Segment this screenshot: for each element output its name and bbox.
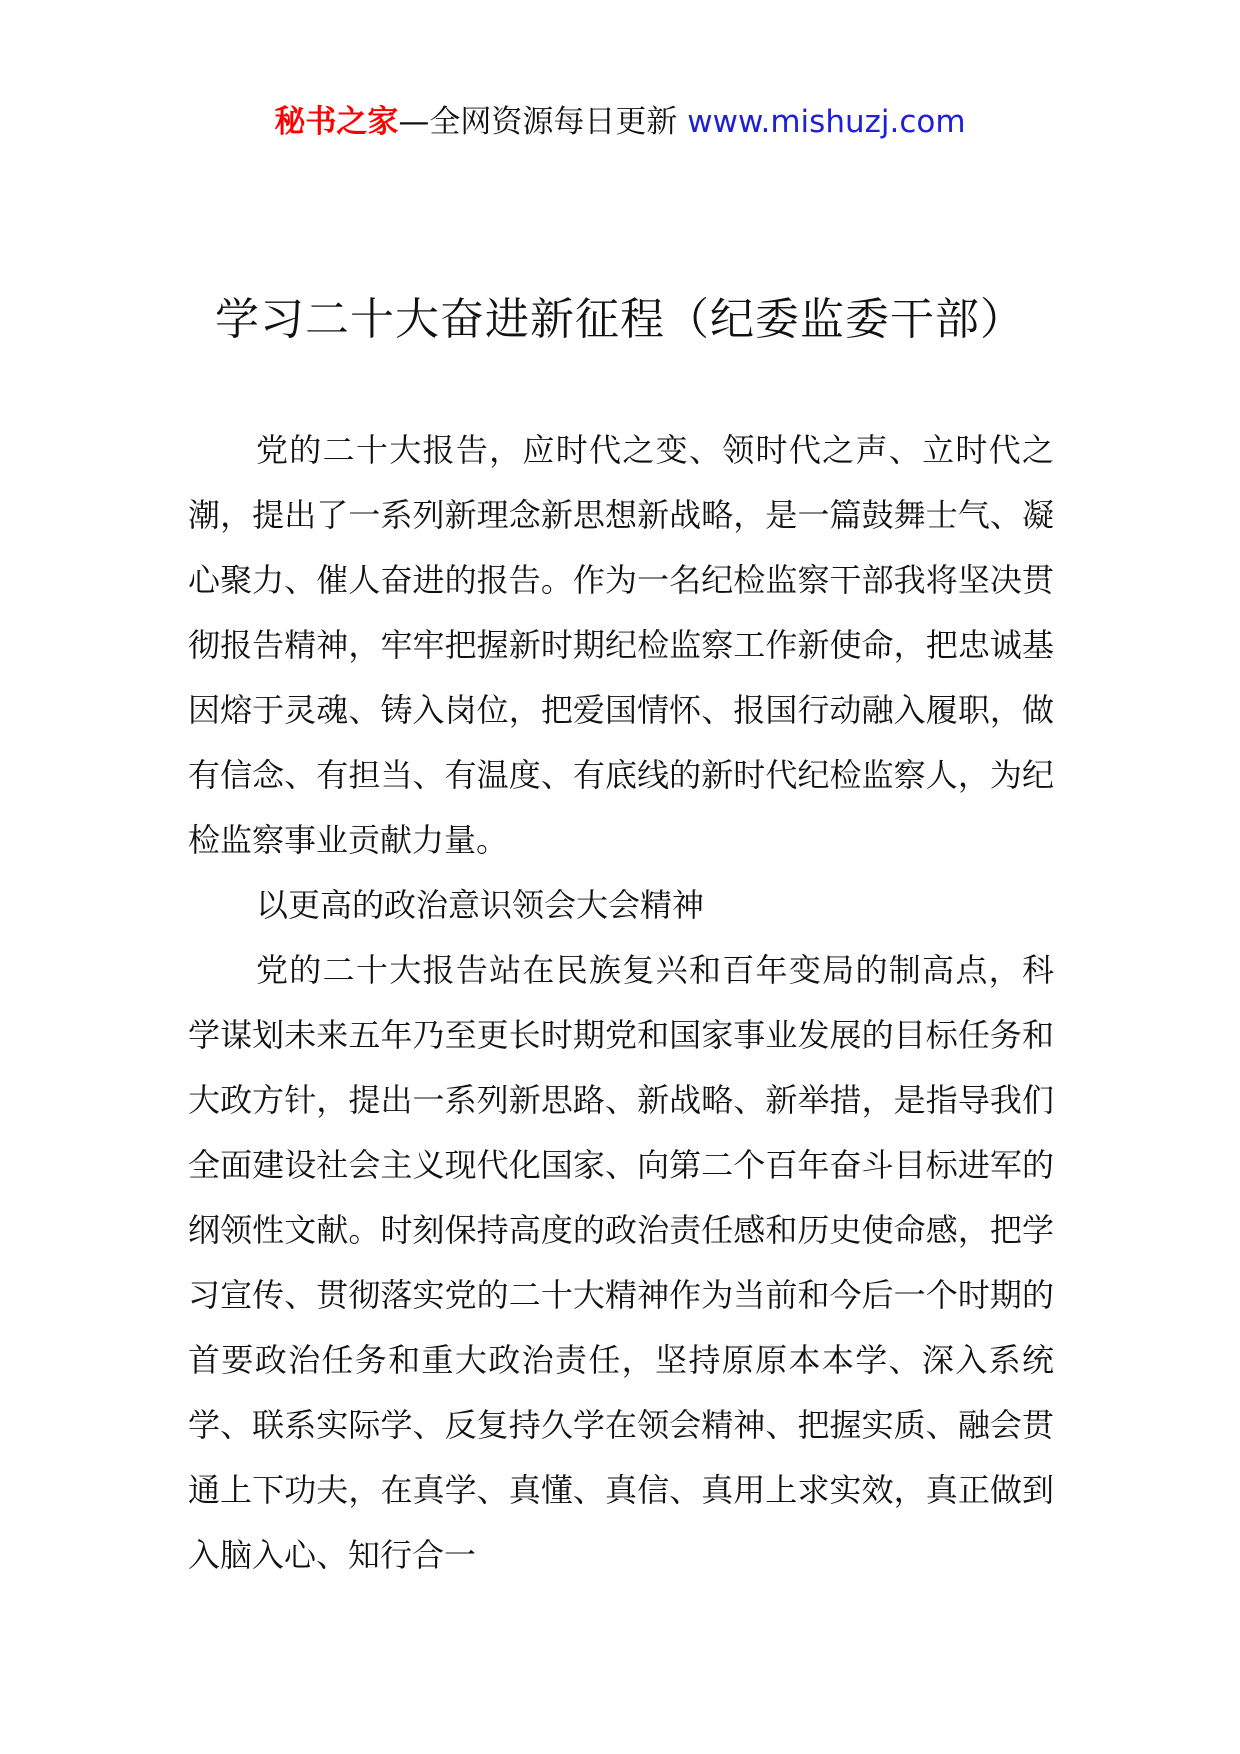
paragraph-intro: 党的二十大报告，应时代之变、领时代之声、立时代之潮，提出了一系列新理念新思想新战略，是一篇鼓舞士气、凝心聚力、催人奋进的报告。作为一名纪检监察干部我将坚决贯彻报告精神，牢牢把握新时期纪检监察工作新使命，把忠诚基因熔于灵魂、铸入岗位，把爱国情怀、报国行动融入履职，做有信念、有担当、有温度、有底线的新时代纪检监察人，为纪检监察事业贡献力量。: [188, 431, 1054, 859]
document-title: 学习二十大奋进新征程（纪委监委干部）: [215, 294, 1025, 345]
header-tagline: —全网资源每日更新: [398, 104, 688, 140]
paragraph-section-1: 党的二十大报告站在民族复兴和百年变局的制高点，科学谋划未来五年乃至更长时期党和国家事业发展的目标任务和大政方针，提出一系列新思路、新战略、新举措，是指导我们全面建设社会主义现代化国家、向第二个百年奋斗目标进军的纲领性文献。时刻保持高度的政治责任感和历史使命感，把学习宣传、贯彻落实党的二十大精神作为当前和今后一个时期的首要政治任务和重大政治责任，坚持原原本本学、深入系统学、联系实际学、反复持久学在领会精神、把握实质、融会贯通上下功夫，在真学、真懂、真信、真用上求实效，真正做到入脑入心、知行合一: [188, 951, 1054, 1574]
section-heading: 以更高的政治意识领会大会精神: [256, 886, 705, 924]
brand-name: 秘书之家: [274, 104, 399, 140]
document-body: [188, 418, 1054, 1588]
site-header: [0, 100, 1240, 144]
site-url-link[interactable]: www.mishuzj.com: [687, 104, 966, 140]
